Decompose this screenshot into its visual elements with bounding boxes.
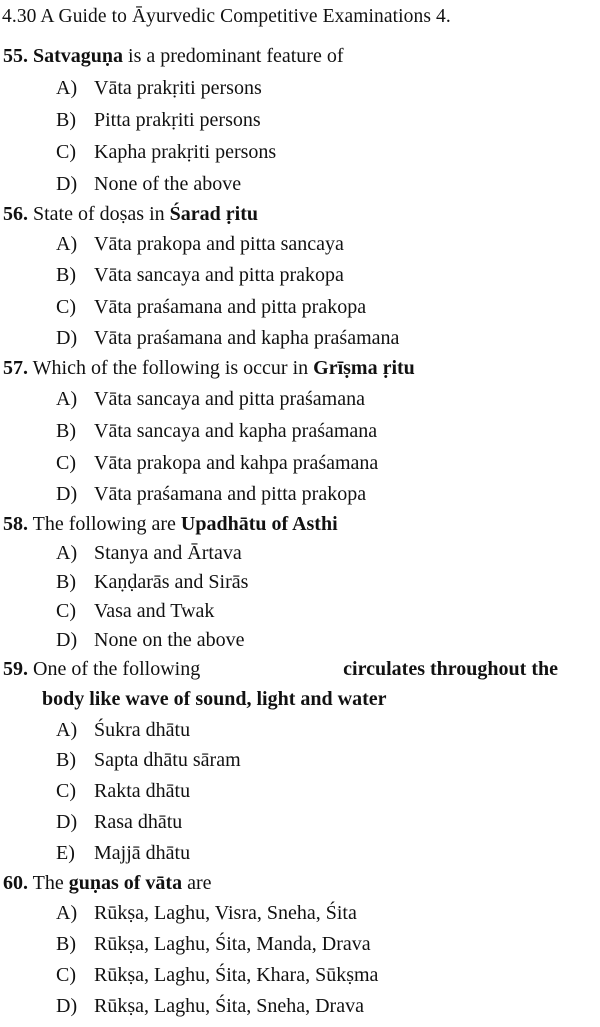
option-letter: C)	[56, 780, 76, 802]
option-text: Vāta praśamana and kapha praśamana	[94, 327, 400, 349]
option-text: Rūkṣa, Laghu, Śita, Sneha, Drava	[94, 995, 364, 1017]
question-56	[3, 203, 258, 226]
option-58-c	[56, 600, 214, 623]
running-header: 4.30 A Guide to Āyurvedic Competitive Examinations 4.	[2, 6, 451, 27]
option-58-b	[56, 571, 248, 594]
question-number: 60.	[3, 872, 28, 894]
option-letter: D)	[56, 483, 78, 505]
option-letter: D)	[56, 327, 78, 349]
option-letter: B)	[56, 749, 76, 771]
option-text: Rūkṣa, Laghu, Śita, Khara, Sūkṣma	[94, 964, 379, 986]
option-text: Stanya and Ārtava	[94, 542, 242, 564]
option-letter: B)	[56, 109, 76, 131]
question-text: The following are	[28, 513, 181, 535]
question-text: are	[182, 872, 212, 894]
option-57-b	[56, 420, 377, 443]
option-letter: A)	[56, 388, 78, 410]
question-emphasis: Satvaguṇa	[33, 45, 124, 67]
question-59-continuation: body like wave of sound, light and water	[42, 688, 387, 710]
option-text: Kapha prakṛiti persons	[94, 141, 277, 163]
option-letter: B)	[56, 571, 76, 593]
option-58-a	[56, 542, 242, 565]
option-letter: D)	[56, 811, 78, 833]
option-letter: A)	[56, 719, 78, 741]
option-59-a	[56, 719, 190, 742]
option-text: Vāta sancaya and pitta prakopa	[94, 264, 344, 286]
question-60	[3, 872, 212, 895]
option-letter: C)	[56, 600, 76, 622]
option-text: Vāta sancaya and kapha praśamana	[94, 420, 378, 442]
option-59-e	[56, 842, 190, 865]
question-58	[3, 513, 338, 536]
option-letter: C)	[56, 964, 76, 986]
option-60-a	[56, 902, 357, 925]
option-text: Sapta dhātu sāram	[94, 749, 241, 771]
option-letter: C)	[56, 141, 76, 163]
option-56-a	[56, 233, 344, 256]
option-text: Rasa dhātu	[94, 811, 183, 833]
option-text: Vasa and Twak	[94, 600, 215, 622]
option-text: Rūkṣa, Laghu, Śita, Manda, Drava	[94, 933, 371, 955]
option-text: Vāta sancaya and pitta praśamana	[94, 388, 365, 410]
question-emphasis: Śarad ṛitu	[169, 203, 258, 225]
question-emphasis: Grīṣma ṛitu	[313, 357, 415, 379]
option-text: Vāta praśamana and pitta prakopa	[94, 296, 367, 318]
option-text: Śukra dhātu	[94, 719, 191, 741]
option-56-c	[56, 296, 366, 319]
option-text: Kaṇḍarās and Sirās	[94, 571, 249, 593]
question-emphasis: circulates throughout the	[343, 658, 558, 680]
question-59	[3, 658, 558, 681]
option-text: Majjā dhātu	[94, 842, 191, 864]
option-57-a	[56, 388, 365, 411]
option-58-d	[56, 629, 245, 652]
option-letter: A)	[56, 542, 78, 564]
question-emphasis: guṇas of vāta	[68, 872, 183, 894]
option-letter: B)	[56, 420, 76, 442]
option-text: Vāta prakopa and kahpa praśamana	[94, 452, 379, 474]
option-55-b	[56, 109, 261, 132]
question-number: 59.	[3, 658, 28, 680]
option-text: None of the above	[94, 173, 242, 195]
option-55-c	[56, 141, 276, 164]
question-text: State of doṣas in	[28, 203, 170, 225]
option-letter: A)	[56, 233, 78, 255]
option-55-d	[56, 173, 241, 196]
question-number: 58.	[3, 513, 28, 535]
question-number: 57.	[3, 357, 28, 379]
option-57-c	[56, 452, 378, 475]
option-60-d	[56, 995, 364, 1018]
option-59-d	[56, 811, 182, 834]
question-text: is a predominant feature of	[123, 45, 344, 67]
option-letter: E)	[56, 842, 75, 864]
option-55-a	[56, 77, 262, 100]
option-letter: A)	[56, 77, 78, 99]
question-text: Which of the following is occur in	[28, 357, 314, 379]
option-letter: D)	[56, 629, 78, 651]
option-text: Vāta praśamana and pitta prakopa	[94, 483, 367, 505]
option-60-b	[56, 933, 371, 956]
question-number: 55.	[3, 45, 28, 67]
question-number: 56.	[3, 203, 28, 225]
question-text: One of the following	[28, 658, 201, 680]
option-letter: B)	[56, 933, 76, 955]
option-text: Pitta prakṛiti persons	[94, 109, 261, 131]
option-56-b	[56, 264, 344, 287]
option-59-b	[56, 749, 241, 772]
option-letter: A)	[56, 902, 78, 924]
option-59-c	[56, 780, 190, 803]
option-60-c	[56, 964, 378, 987]
option-text: Rakta dhātu	[94, 780, 191, 802]
question-text: The	[28, 872, 69, 894]
option-letter: C)	[56, 296, 76, 318]
option-letter: D)	[56, 995, 78, 1017]
option-57-d	[56, 483, 366, 506]
question-55	[3, 45, 344, 68]
option-text: Vāta prakṛiti persons	[94, 77, 262, 99]
option-letter: B)	[56, 264, 76, 286]
option-letter: C)	[56, 452, 76, 474]
option-56-d	[56, 327, 399, 350]
option-text: Vāta prakopa and pitta sancaya	[94, 233, 344, 255]
option-text: Rūkṣa, Laghu, Visra, Sneha, Śita	[94, 902, 357, 924]
question-57	[3, 357, 415, 380]
option-letter: D)	[56, 173, 78, 195]
question-emphasis: Upadhātu of Asthi	[180, 513, 338, 535]
option-text: None on the above	[94, 629, 245, 651]
